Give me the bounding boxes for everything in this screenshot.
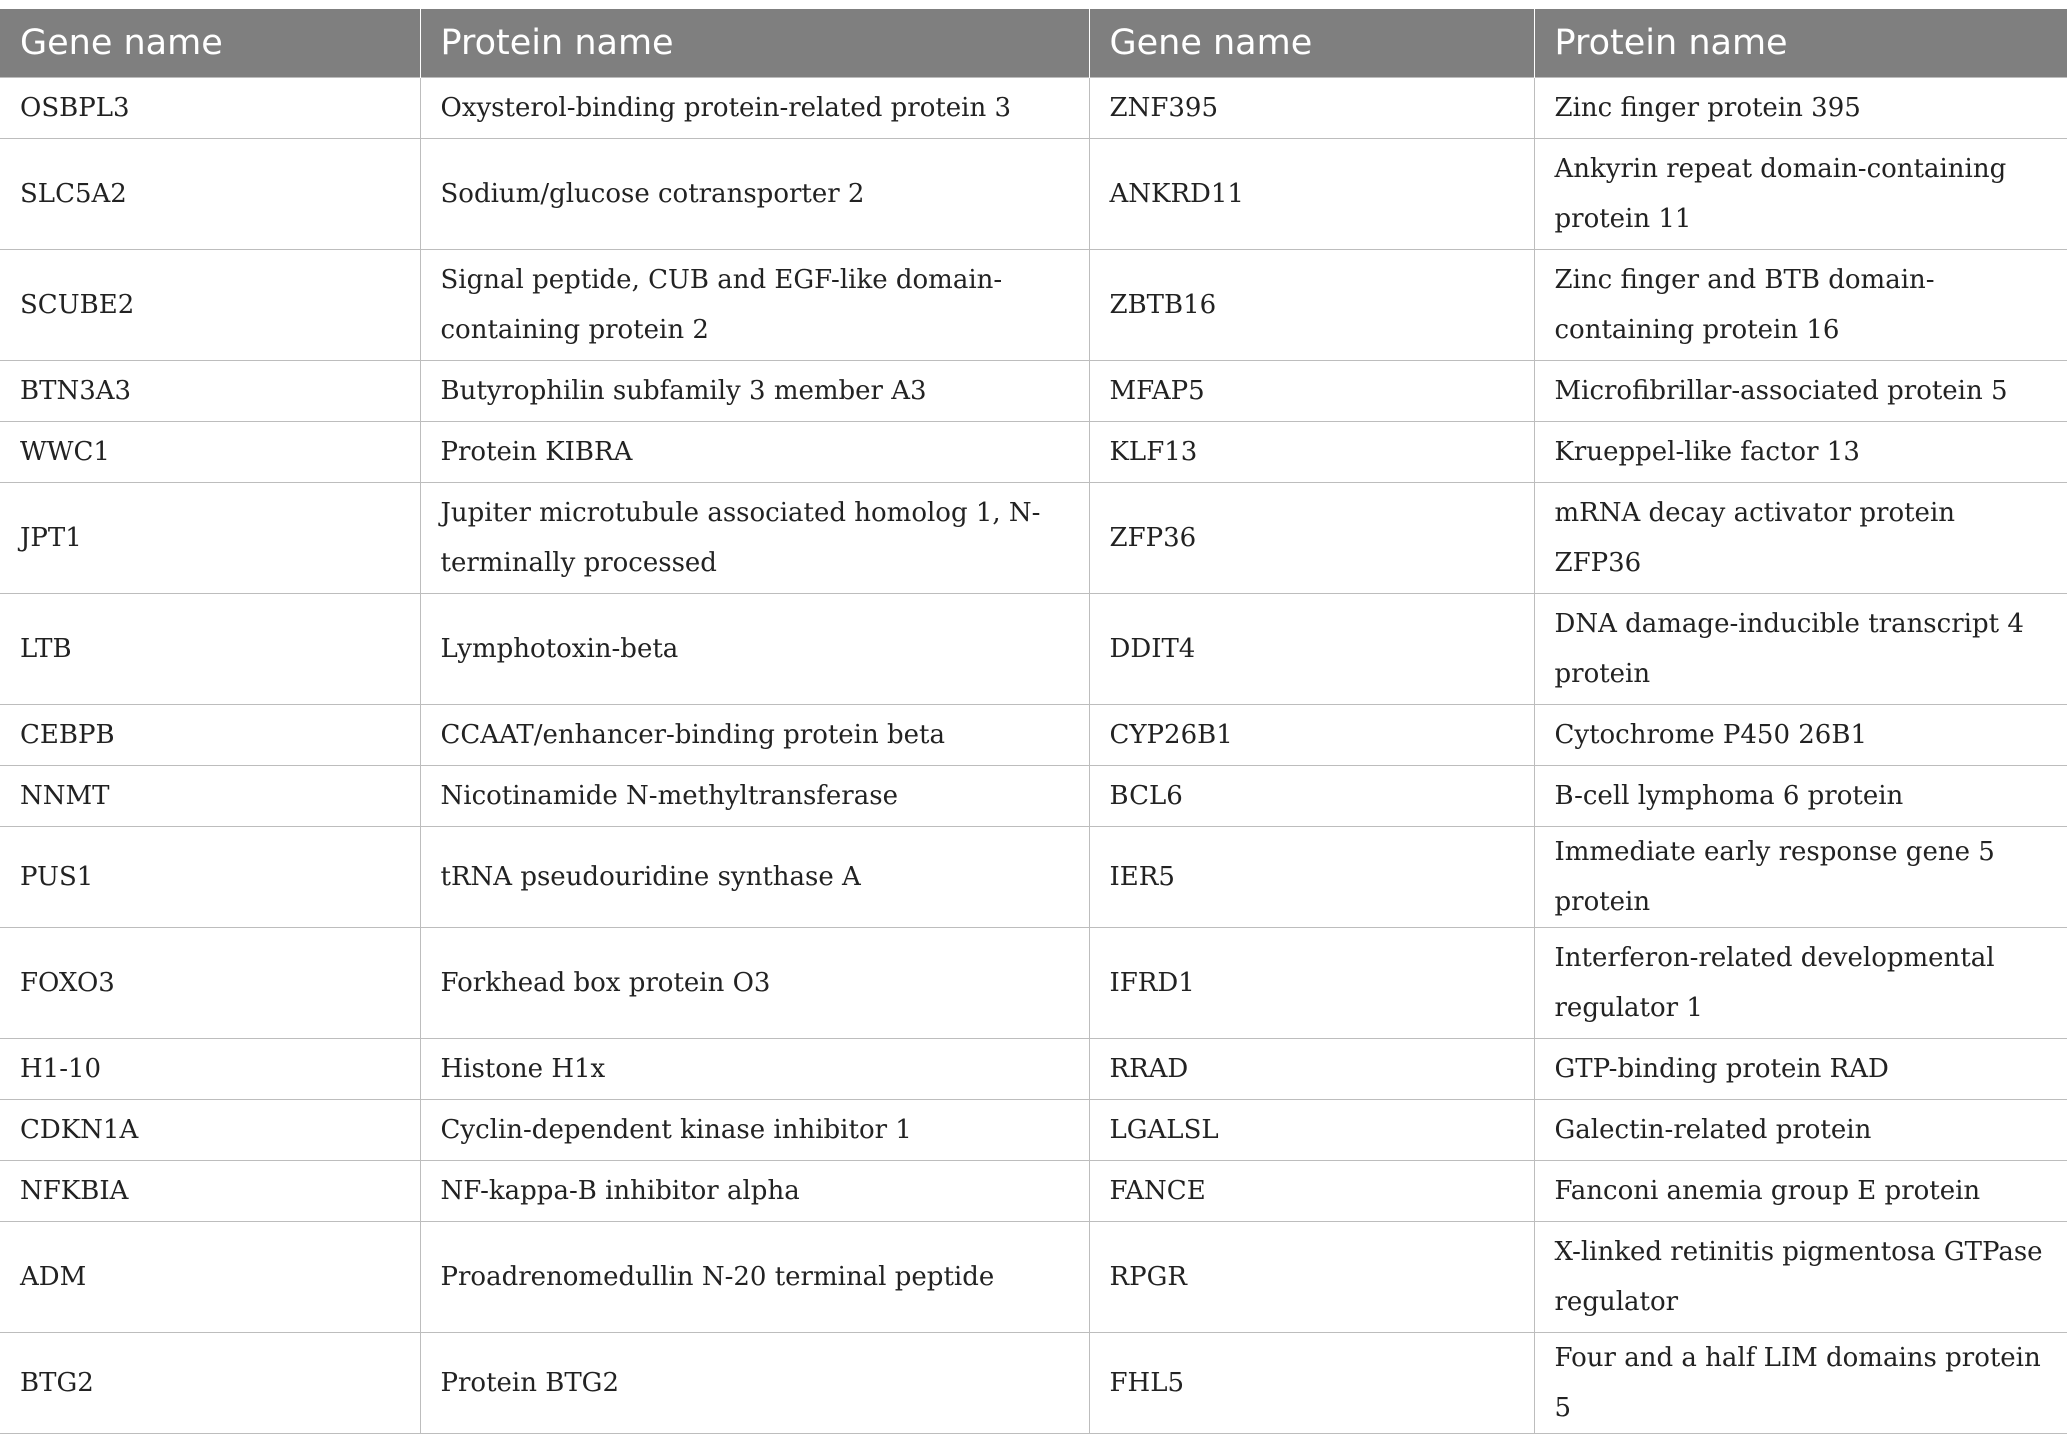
gene-cell: CDKN1A: [0, 1100, 420, 1161]
protein-cell: Interferon-related developmental regulator 1: [1534, 928, 2067, 1039]
protein-cell: Oxysterol-binding protein-related protein 3: [420, 78, 1089, 139]
protein-cell: tRNA pseudouridine synthase A: [420, 827, 1089, 928]
protein-cell: Fanconi anemia group E protein: [1534, 1161, 2067, 1222]
table-row: [0, 594, 2067, 705]
gene-cell: KLF13: [1089, 422, 1534, 483]
gene-cell: ANKRD11: [1089, 139, 1534, 250]
protein-cell: B-cell lymphoma 6 protein: [1534, 766, 2067, 827]
header-protein-name-2: Protein name: [1534, 9, 2067, 78]
gene-cell: ZFP36: [1089, 483, 1534, 594]
gene-cell: IFRD1: [1089, 928, 1534, 1039]
gene-cell: RRAD: [1089, 1039, 1534, 1100]
header-gene-name-2: Gene name: [1089, 9, 1534, 78]
gene-cell: BTN3A3: [0, 361, 420, 422]
gene-protein-table: [0, 9, 2067, 1434]
table-row: [0, 705, 2067, 766]
gene-cell: PUS1: [0, 827, 420, 928]
gene-cell: DDIT4: [1089, 594, 1534, 705]
table-row: [0, 1222, 2067, 1333]
protein-cell: mRNA decay activator protein ZFP36: [1534, 483, 2067, 594]
table-header-row: [0, 9, 2067, 78]
table-row: [0, 766, 2067, 827]
protein-cell: Protein KIBRA: [420, 422, 1089, 483]
gene-cell: NNMT: [0, 766, 420, 827]
table-row: [0, 827, 2067, 928]
protein-cell: Krueppel-like factor 13: [1534, 422, 2067, 483]
table-row: [0, 1100, 2067, 1161]
gene-protein-table-container: [0, 9, 2067, 1434]
table-row: [0, 139, 2067, 250]
gene-cell: CYP26B1: [1089, 705, 1534, 766]
gene-cell: OSBPL3: [0, 78, 420, 139]
gene-cell: JPT1: [0, 483, 420, 594]
table-row: [0, 250, 2067, 361]
gene-cell: ADM: [0, 1222, 420, 1333]
protein-cell: GTP-binding protein RAD: [1534, 1039, 2067, 1100]
gene-cell: H1-10: [0, 1039, 420, 1100]
protein-cell: Cyclin-dependent kinase inhibitor 1: [420, 1100, 1089, 1161]
header-gene-name-1: Gene name: [0, 9, 420, 78]
protein-cell: Proadrenomedullin N-20 terminal peptide: [420, 1222, 1089, 1333]
protein-cell: X-linked retinitis pigmentosa GTPase regulator: [1534, 1222, 2067, 1333]
gene-cell: ZBTB16: [1089, 250, 1534, 361]
table-row: [0, 928, 2067, 1039]
protein-cell: Butyrophilin subfamily 3 member A3: [420, 361, 1089, 422]
table-row: [0, 422, 2067, 483]
gene-cell: LGALSL: [1089, 1100, 1534, 1161]
table-row: [0, 1161, 2067, 1222]
table-row: [0, 1333, 2067, 1434]
protein-cell: Zinc finger protein 395: [1534, 78, 2067, 139]
protein-cell: Signal peptide, CUB and EGF-like domain-containing protein 2: [420, 250, 1089, 361]
gene-cell: FHL5: [1089, 1333, 1534, 1434]
protein-cell: Immediate early response gene 5 protein: [1534, 827, 2067, 928]
gene-cell: LTB: [0, 594, 420, 705]
protein-cell: Jupiter microtubule associated homolog 1, N-terminally processed: [420, 483, 1089, 594]
gene-cell: MFAP5: [1089, 361, 1534, 422]
protein-cell: DNA damage-inducible transcript 4 protein: [1534, 594, 2067, 705]
protein-cell: Ankyrin repeat domain-containing protein 11: [1534, 139, 2067, 250]
header-protein-name-1: Protein name: [420, 9, 1089, 78]
gene-cell: CEBPB: [0, 705, 420, 766]
gene-cell: ZNF395: [1089, 78, 1534, 139]
protein-cell: Forkhead box protein O3: [420, 928, 1089, 1039]
protein-cell: Zinc finger and BTB domain-containing protein 16: [1534, 250, 2067, 361]
gene-cell: FANCE: [1089, 1161, 1534, 1222]
protein-cell: Protein BTG2: [420, 1333, 1089, 1434]
protein-cell: Microfibrillar-associated protein 5: [1534, 361, 2067, 422]
gene-cell: SCUBE2: [0, 250, 420, 361]
gene-cell: SLC5A2: [0, 139, 420, 250]
gene-cell: NFKBIA: [0, 1161, 420, 1222]
gene-cell: WWC1: [0, 422, 420, 483]
protein-cell: Sodium/glucose cotransporter 2: [420, 139, 1089, 250]
protein-cell: Histone H1x: [420, 1039, 1089, 1100]
gene-cell: BCL6: [1089, 766, 1534, 827]
protein-cell: Four and a half LIM domains protein 5: [1534, 1333, 2067, 1434]
protein-cell: CCAAT/enhancer-binding protein beta: [420, 705, 1089, 766]
table-row: [0, 1039, 2067, 1100]
table-row: [0, 361, 2067, 422]
protein-cell: Galectin-related protein: [1534, 1100, 2067, 1161]
table-row: [0, 483, 2067, 594]
gene-cell: FOXO3: [0, 928, 420, 1039]
gene-cell: IER5: [1089, 827, 1534, 928]
table-row: [0, 78, 2067, 139]
gene-cell: RPGR: [1089, 1222, 1534, 1333]
protein-cell: Lymphotoxin-beta: [420, 594, 1089, 705]
protein-cell: NF-kappa-B inhibitor alpha: [420, 1161, 1089, 1222]
gene-cell: BTG2: [0, 1333, 420, 1434]
protein-cell: Nicotinamide N-methyltransferase: [420, 766, 1089, 827]
protein-cell: Cytochrome P450 26B1: [1534, 705, 2067, 766]
